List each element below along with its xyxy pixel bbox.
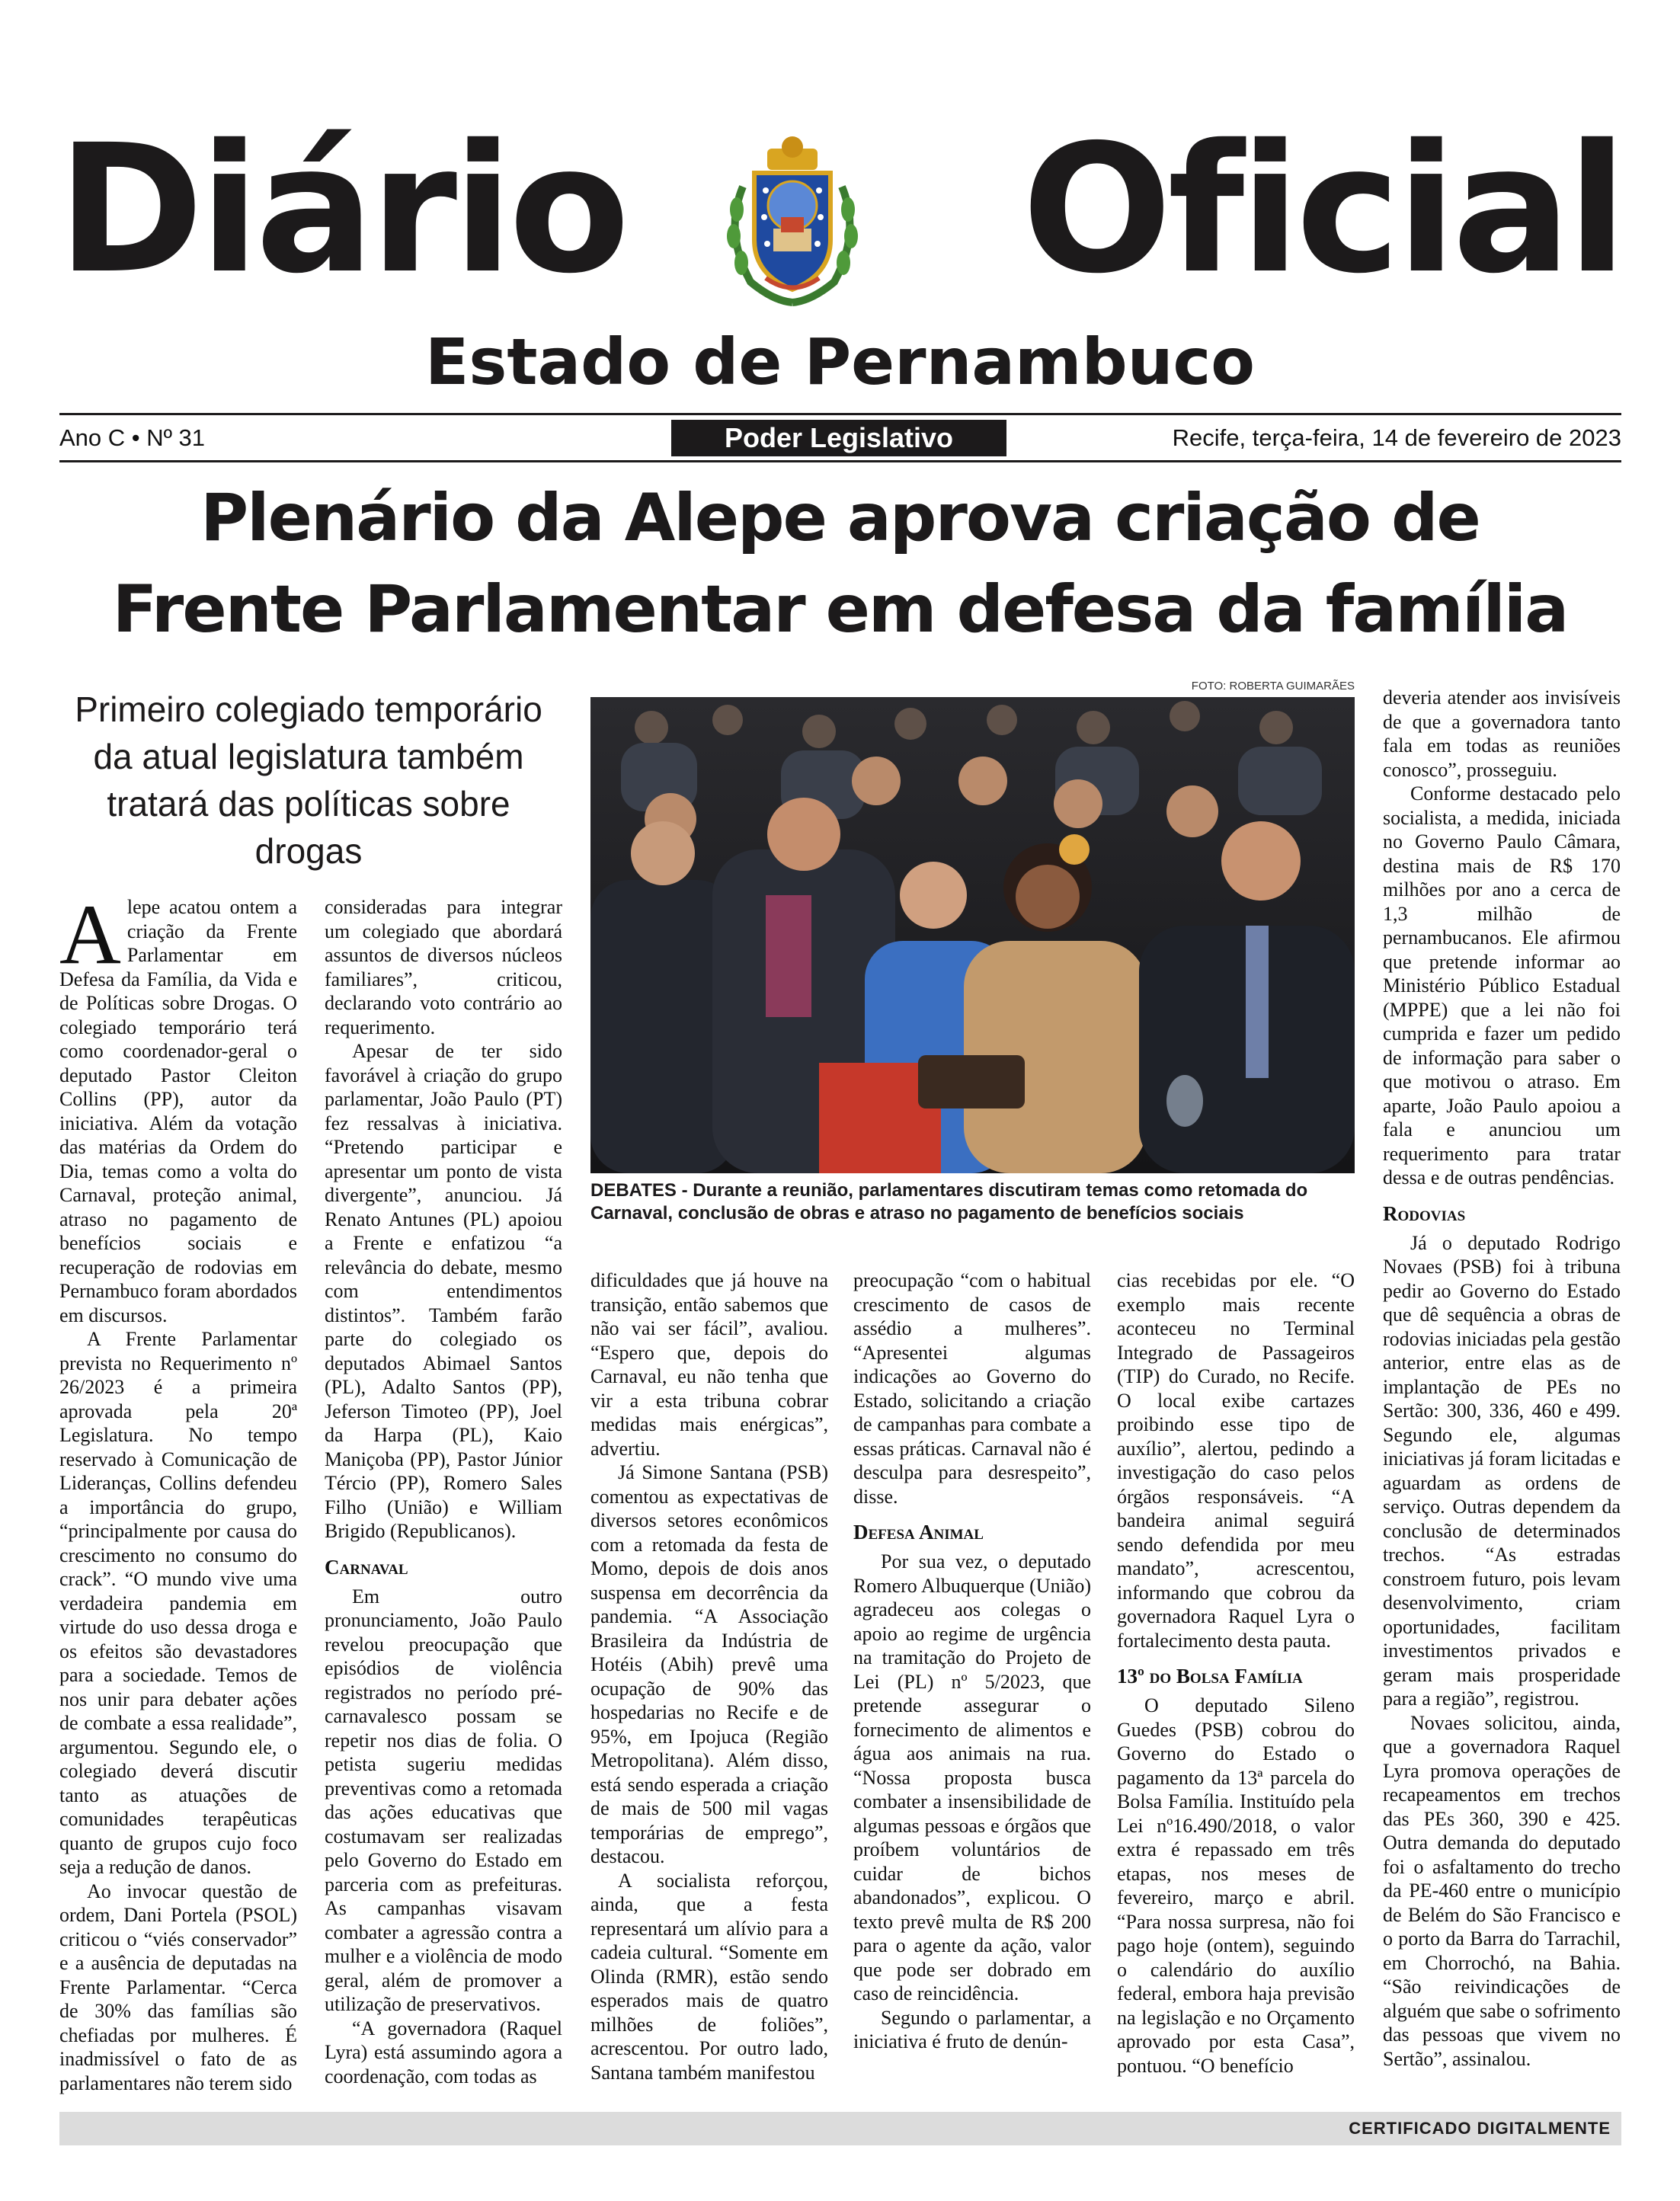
photo-credit: FOTO: ROBERTA GUIMARÃES [1191,680,1355,693]
masthead-subtitle: Estado de Pernambuco [424,325,1256,399]
paragraph: Já Simone Santana (PSB) comentou as expectativas de diversos setores econômicos com a retomada da festa de Momo, depois de dois anos suspensa em decorrência da pandemia. “A Associação Brasileira da Indústria de Hotéis (Abih) prevê uma ocupação de 90% das hospedarias no Recife e de 95%, em Ipojuca (Região Metropolitana). Além disso, está sendo esperada a criação de mais de 500 mil vagas temporárias de emprego”, destacou. [590,1461,828,1867]
pernambuco-coat-of-arms-icon [720,133,865,309]
section-badge: Poder Legislativo [671,420,1006,456]
article-column-1 [59,888,297,2095]
headline [46,472,1634,655]
paragraph: Novaes solicitou, ainda, que a governadora Raquel Lyra promova operações de recapeamentos em trechos das PEs 360, 390 e 425. Outra demanda do deputado foi o asfaltamento do trecho da PE-460 entre o município de Belém do São Francisco e o porto da Barra do Tarrachil, em Chorrochó, na Bahia. “São reivindicações de alguém que sabe o sofrimento das pessoas que vivem no Sertão”, assinalou. [1383,1711,1621,2070]
dropcap: A [59,888,121,982]
paragraph: consideradas para integrar um colegiado que abordará assuntos de diversos núcleos familiares”, criticou, declarando voto contrário ao requerimento. [325,896,562,1038]
paragraph: Conforme destacado pelo socialista, a medida, iniciada no Governo Paulo Câmara, destina mais de R$ 170 milhões por ano a cerca de 1,3 milhão de pernambucanos. Ele afirmou que pretende informar ao Ministério Público Estadual (MPPE) que a lei não foi cumprida e fazer um pedido de informação para saber o que motivou o atraso. Em aparte, João Paulo apoiou a fala e anunciou um requerimento para tratar dessa e de outras pendências. [1383,782,1621,1188]
subhead-bolsa-familia: 13º do Bolsa Família [1117,1665,1303,1688]
subhead-defesa-animal: Defesa Animal [853,1521,984,1544]
paragraph: Ao invocar questão de ordem, Dani Portela (PSOL) criticou o “viés conservador” e a ausência de deputadas na Frente Parlamentar. “Cerca de 30% das famílias são chefiadas por mulheres. É inadmissível o fato de as parlamentares não terem sido [59,1879,297,2094]
paragraph: “A governadora (Raquel Lyra) está assumindo agora a coordenação, com todas as [325,2017,562,2087]
subhead-carnaval: Carnaval [325,1555,408,1579]
paragraph [59,888,297,1327]
paragraph: O deputado Sileno Guedes (PSB) cobrou do Governo do Estado o pagamento da 13ª parcela do Bolsa Família. Instituído pela Lei nº16.490/2018, o valor extra é repassado em três etapas, nos meses de fevereiro, março e abril. “Para nossa surpresa, não foi pago hoje (ontem), seguindo o calendário do auxílio federal, embora haja previsão na legislação e no Orçamento aprovado por esta Casa”, pontuou. “O benefício [1117,1694,1355,2077]
edition-number: Ano C • Nº 31 [59,424,206,451]
paragraph: A socialista reforçou, ainda, que a festa representará um alívio para a cadeia cultural. “Somente em Olinda (RMR), estão sendo esperados mais de quatro milhões de foliões”, acrescentou. Por outro lado, Santana também manifestou [590,1869,828,2084]
paragraph: A Frente Parlamentar prevista no Requerimento nº 26/2023 é a primeira aprovada pela 20ª Legislatura. No tempo reservado à Comunicação de Lideranças, Collins defendeu a importância do grupo, “principalmente por causa do crescimento no consumo do crack”. “O mundo vive uma verdadeira pandemia em virtude do uso dessa droga e os efeitos são devastadores para a sociedade. Temos de nos unir para debater ações de combate a essa realidade”, argumentou. Segundo ele, o colegiado deverá discutir tanto as atuações de comunidades terapêuticas quanto de grupos cujo foco seja a redução de danos. [59,1328,297,1878]
article-column-5 [1117,1268,1355,2078]
paragraph: Já o deputado Rodrigo Novaes (PSB) foi à tribuna pedir ao Governo do Estado que dê sequência a obras de rodovias iniciadas pela gestão anterior, entre elas as de implantação de PEs no Sertão: 300, 336, 460 e 499. Segundo ele, algumas iniciativas já foram licitadas e aguardam as ordens de serviço. Outras dependem da conclusão de determinados trechos. “As estradas constroem futuro, pois levam desenvolvimento, criam oportunidades, facilitam investimentos privados e geram mais prosperidade para a região”, registrou. [1383,1231,1621,1710]
paragraph: Em outro pronunciamento, João Paulo revelou preocupação que episódios de violência registrados no período pré-carnavalesco possam se repetir nos dias de folia. O petista sugeriu medidas preventivas como a retomada das ações educativas que costumavam ser realizadas pelo Governo do Estado em parceria com as prefeituras. As campanhas visavam combater a agressão contra a mulher e a violência de modo geral, além de promover a utilização de preservativos. [325,1585,562,2015]
masthead-rule-bottom [59,460,1621,462]
info-bar [59,415,1621,461]
article-column-3 [590,1268,828,2084]
paragraph: cias recebidas por ele. “O exemplo mais recente aconteceu no Terminal Integrado de Passageiros (TIP) do Curado, no Recife. O local exibe cartazes proibindo esse tipo de auxílio”, alertou, pedindo a investigação do caso pelos órgãos responsáveis. “A bandeira animal seguirá sendo defendida por meu mandato”, acrescentou, informando que cobrou da governadora Raquel Lyra o fortalecimento desta pauta. [1117,1269,1355,1652]
paragraph-text: lepe acatou ontem a criação da Frente Parlamentar em Defesa da Família, da Vida e de Políticas sobre Drogas. O colegiado temporário terá como coordenador-geral o deputado Pastor Cleiton Collins (PP), autor da iniciativa. Além da votação das matérias da Ordem do Dia, temas como a volta do Carnaval, proteção animal, atraso no pagamento de benefícios sociais e recuperação de rodovias em Pernambuco foram abordados em discursos. [59,896,297,1326]
photo-plenary-audience [590,697,1355,1173]
subhead-rodovias: Rodovias [1383,1201,1466,1225]
masthead-title-left: Diário [57,107,626,312]
caption-label: DEBATES - [590,1180,688,1201]
caption-text: Durante a reunião, parlamentares discutiram temas como retomada do Carnaval, conclusão de obras e atraso no pagamento de benefícios sociais [590,1180,1308,1224]
paragraph: deveria atender aos invisíveis de que a governadora tanto fala em todas as reuniões conosco”, prosseguiu. [1383,686,1621,781]
paragraph: dificuldades que já houve na transição, então sabemos que não vai ser fácil”, avaliou. “Espero que, depois do Carnaval, eu não tenha que vir a esta tribuna cobrar medidas mais enérgicas”, advertiu. [590,1269,828,1460]
paragraph: Apesar de ter sido favorável à criação do grupo parlamentar, João Paulo (PT) fez ressalvas à iniciativa. “Pretendo participar e apresentar um ponto de vista divergente”, anunciou. Já Renato Antunes (PL) apoiou a Frente e enfatizou “a relevância do debate, mesmo com entendimentos distintos”. Também farão parte do colegiado os deputados Abimael Santos (PL), Adalto Santos (PP), Jeferson Timoteo (PP), Joel da Harpa (PL), Kaio Maniçoba (PP), Pastor Júnior Tércio (PP), Romero Sales Filho (União) e William Brigido (Republicanos). [325,1040,562,1542]
issue-date: Recife, terça-feira, 14 de fevereiro de 2023 [1172,424,1621,451]
headline-line-2: Frente Parlamentar em defesa da família [112,571,1568,648]
article-column-6 [1383,686,1621,2071]
deck: Primeiro colegiado temporário da atual legislatura também tratará das políticas sobre drogas [75,689,542,871]
article-column-4 [853,1268,1091,2054]
footer-bar [59,2112,1621,2145]
article-column-2 [325,895,562,2088]
photo-caption [590,1179,1355,1225]
paragraph: Segundo o parlamentar, a iniciativa é fruto de denún- [853,2006,1091,2052]
paragraph: Por sua vez, o deputado Romero Albuquerque (União) agradeceu aos colegas o apoio ao regime de urgência na tramitação do Projeto de Lei (PL) nº 5/2023, que pretende assegurar o fornecimento de alimentos e água aos animais na rua. “Nossa proposta busca combater a insensibilidade de algumas pessoas e órgãos que proíbem voluntários de cuidar de bichos abandonados”, explicou. O texto prevê multa de R$ 200 para o agente da ação, valor que pode ser dobrado em caso de reincidência. [853,1550,1091,2004]
paragraph: preocupação “com o habitual crescimento de casos de assédio a mulheres”. “Apresentei algumas indicações ao Governo do Estado, solicitando a criação de campanhas para combate a essas práticas. Carnaval não é desculpa para desrespeito”, disse. [853,1269,1091,1508]
headline-line-1: Plenário da Alepe aprova criação de [200,480,1480,556]
masthead-title-right: Oficial [1022,107,1623,312]
digital-certification-label: CERTIFICADO DIGITALMENTE [1349,2119,1611,2138]
